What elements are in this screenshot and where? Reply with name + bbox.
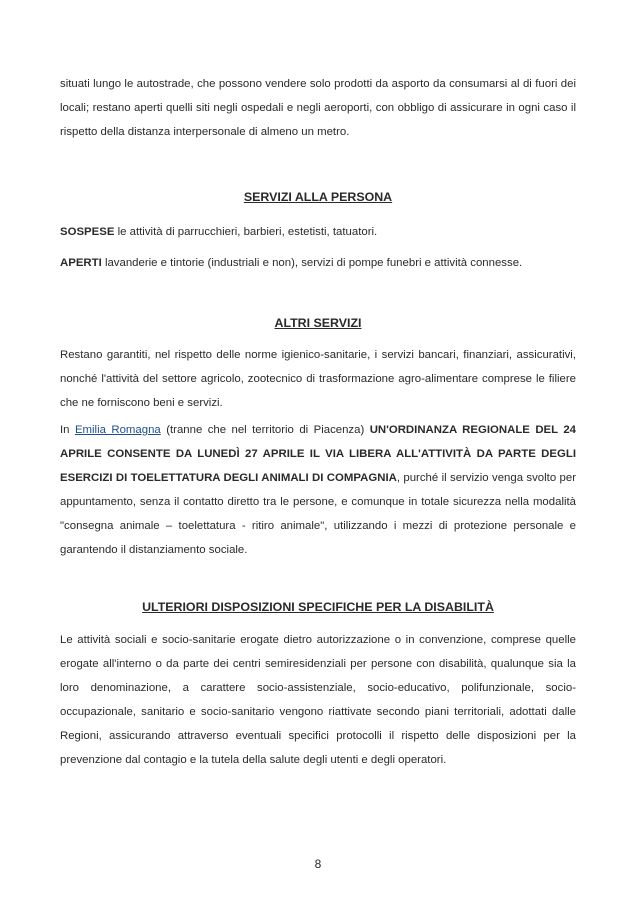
emilia-romagna-link[interactable]: Emilia Romagna — [74, 424, 161, 436]
suspended-label: SOSPESE — [60, 226, 115, 238]
para2-prefix: In — [60, 424, 75, 436]
para2-rest: , purché il servizio venga svolto per appuntamento, senza il contatto diretto tra le persone, e comunque in totale sicurezza nella modalità "consegna animale – toelettatura - ritiro animale", utilizzando i mezzi di protezione personale e garantendo il distanziamento sociale. — [60, 472, 576, 556]
open-services-paragraph — [60, 251, 576, 275]
heading-servizi-alla-persona: SERVIZI ALLA PERSONA — [243, 190, 393, 204]
para2-note: (tranne che nel territorio di Piacenza) — [160, 424, 370, 436]
open-text: lavanderie e tintorie (industriali e non), servizi di pompe funebri e attività connesse. — [101, 257, 523, 269]
ordinance-bold-text: UN'ORDINANZA REGIONALE DEL 24 APRILE CONSENTE DA LUNEDÌ 27 APRILE IL VIA LIBERA ALL'ATTIVITÀ DA PARTE DEGLI ESERCIZI DI TOELETTATURA DEGLI ANIMALI DI COMPAGNIA — [60, 424, 576, 484]
other-services-paragraph-2 — [60, 418, 576, 562]
heading-altri-servizi: ALTRI SERVIZI — [274, 316, 362, 330]
heading-disabilita: ULTERIORI DISPOSIZIONI SPECIFICHE PER LA DISABILITÀ — [142, 600, 494, 614]
suspended-services-paragraph — [60, 220, 576, 244]
other-services-paragraph-1: Restano garantiti, nel rispetto delle norme igienico-sanitarie, i servizi bancari, finanziari, assicurativi, nonché l'attività del settore agricolo, zootecnico di trasformazione agro-alimentare comprese le filiere che ne forniscono beni e servizi. — [60, 349, 576, 409]
intro-paragraph: situati lungo le autostrade, che possono vendere solo prodotti da asporto da consumarsi al di fuori dei locali; restano aperti quelli siti negli ospedali e negli aeroporti, con obbligo di assicurare in ogni caso il rispetto della distanza interpersonale di almeno un metro. — [60, 78, 576, 138]
disability-paragraph: Le attività sociali e socio-sanitarie erogate dietro autorizzazione o in convenzione, comprese quelle erogate all'interno o da parte dei centri semiresidenziali per persone con disabilità, qualunque sia la loro denominazione, a carattere socio-assistenziale, socio-educativo, polifunzionale, socio-occupazionale, sanitario e socio-sanitario vengono riattivate secondo piani territoriali, adottati dalle Regioni, assicurando attraverso eventuali specifici protocolli il rispetto delle disposizioni per la prevenzione dal contagio e la tutela della salute degli utenti e degli operatori. — [60, 634, 576, 766]
suspended-text: le attività di parrucchieri, barbieri, estetisti, tatuatori. — [114, 226, 378, 238]
open-label: APERTI — [60, 257, 102, 269]
page-number: 8 — [314, 857, 322, 871]
